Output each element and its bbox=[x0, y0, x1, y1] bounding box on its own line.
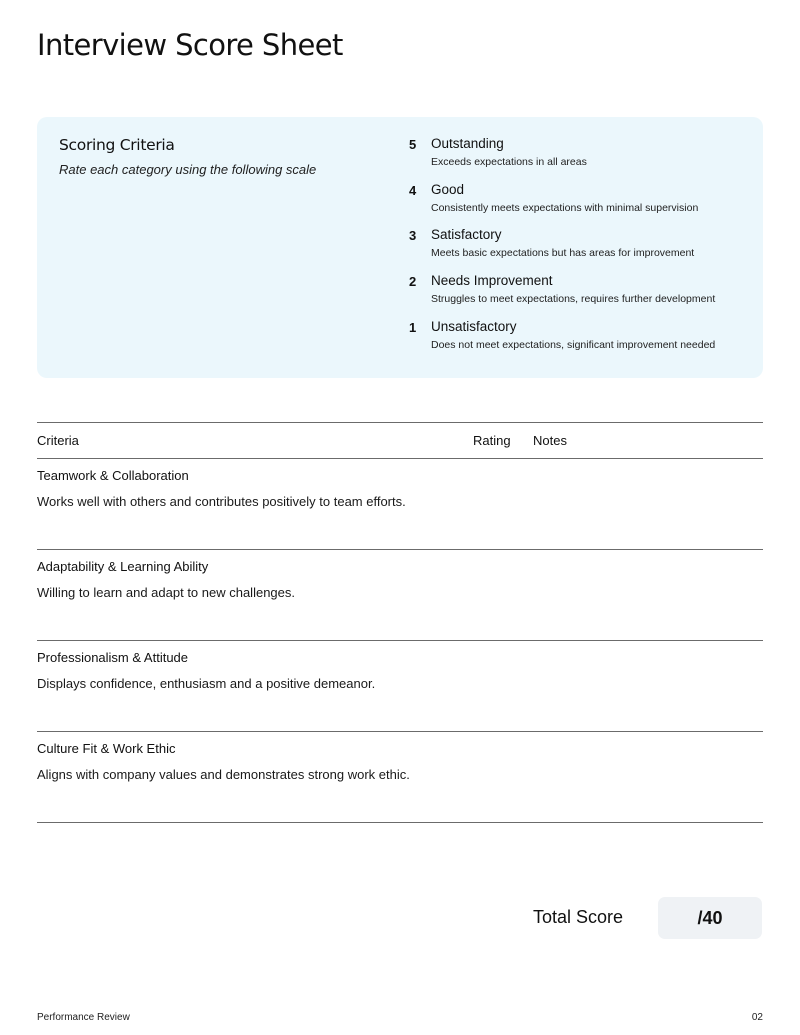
criteria-title: Teamwork & Collaboration bbox=[37, 468, 189, 483]
scale-item-3 bbox=[409, 227, 749, 273]
scoring-criteria-heading: Scoring Criteria bbox=[59, 136, 175, 154]
column-header-notes: Notes bbox=[533, 433, 567, 448]
rating-scale-list bbox=[409, 136, 749, 364]
page-title: Interview Score Sheet bbox=[37, 28, 343, 62]
scale-label: Outstanding bbox=[431, 136, 504, 151]
scale-label: Good bbox=[431, 181, 465, 197]
scale-label: Needs Improvement bbox=[431, 273, 553, 289]
scale-description: Consistently meets expectations with minimal supervision bbox=[431, 201, 699, 214]
scale-description: Struggles to meet expectations, requires further development bbox=[431, 293, 716, 306]
scoring-criteria-subtitle: Rate each category using the following scale bbox=[59, 162, 317, 177]
column-header-criteria: Criteria bbox=[37, 433, 79, 448]
criteria-title: Professionalism & Attitude bbox=[37, 650, 189, 665]
scale-item-2 bbox=[409, 273, 749, 319]
table-row bbox=[37, 732, 763, 823]
scoring-criteria-panel bbox=[37, 117, 763, 378]
scale-score: 4 bbox=[409, 182, 417, 198]
scale-score: 2 bbox=[409, 274, 417, 290]
table-header bbox=[37, 422, 763, 459]
criteria-description: Willing to learn and adapt to new challenges. bbox=[37, 585, 295, 600]
scale-item-5 bbox=[409, 136, 749, 182]
scale-item-4 bbox=[409, 182, 749, 228]
scale-label: Unsatisfactory bbox=[431, 318, 517, 334]
total-score-box bbox=[658, 897, 762, 939]
scale-description: Meets basic expectations but has areas for improvement bbox=[431, 247, 695, 260]
table-row bbox=[37, 459, 763, 550]
total-score-value: /40 bbox=[697, 907, 723, 928]
total-score-label: Total Score bbox=[533, 907, 624, 927]
scale-label: Satisfactory bbox=[431, 227, 502, 243]
score-table bbox=[37, 422, 763, 823]
footer-page-number: 02 bbox=[751, 1012, 763, 1023]
scale-description: Does not meet expectations, significant improvement needed bbox=[431, 338, 716, 351]
scale-score: 3 bbox=[409, 228, 417, 244]
column-header-rating: Rating bbox=[473, 433, 511, 448]
scale-score: 5 bbox=[409, 137, 417, 152]
criteria-title: Culture Fit & Work Ethic bbox=[37, 741, 176, 756]
criteria-description: Aligns with company values and demonstrates strong work ethic. bbox=[37, 767, 410, 782]
scale-description: Exceeds expectations in all areas bbox=[431, 156, 587, 168]
scale-item-1 bbox=[409, 319, 749, 365]
scale-score: 1 bbox=[409, 319, 417, 335]
table-row bbox=[37, 550, 763, 641]
criteria-description: Works well with others and contributes positively to team efforts. bbox=[37, 494, 406, 509]
footer-document-name: Performance Review bbox=[37, 1012, 130, 1023]
criteria-description: Displays confidence, enthusiasm and a positive demeanor. bbox=[37, 676, 376, 691]
criteria-title: Adaptability & Learning Ability bbox=[37, 559, 209, 574]
table-row bbox=[37, 641, 763, 732]
